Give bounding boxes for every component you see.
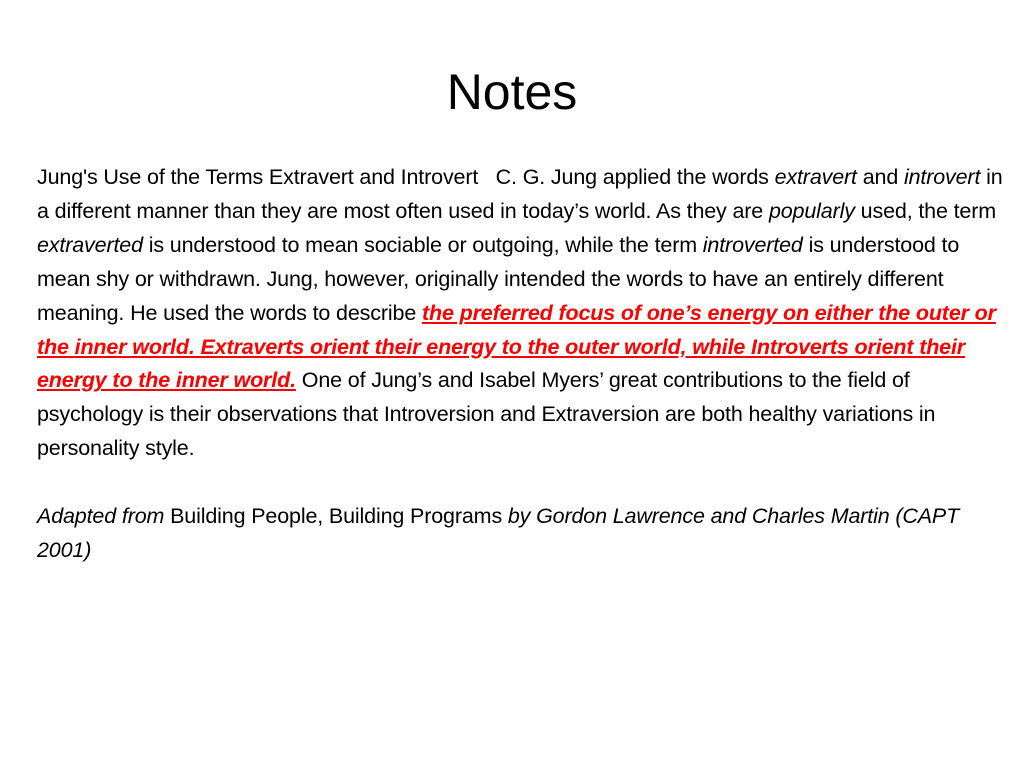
- term-introverted: introverted: [702, 232, 803, 257]
- body-after-popularly: used, the term: [860, 198, 997, 223]
- paragraph-spacer: [37, 466, 1012, 500]
- body-after-introverted: is understood to mean shy or withdrawn. Jung, however, originally intended the words to have an entirely different meaning. He used the words to describe: [37, 232, 960, 325]
- term-popularly: popularly: [768, 198, 855, 223]
- term-extravert: extravert: [774, 165, 857, 189]
- body-and: and: [862, 165, 899, 189]
- citation-book-title: Building People, Building Programs: [170, 504, 503, 529]
- body-heading-run: Jung's Use of the Terms Extravert and Introvert: [37, 165, 479, 189]
- body-intro-run: C. G. Jung applied the words: [495, 165, 769, 189]
- slide-body: [37, 161, 1012, 568]
- slide-title: Notes: [446, 64, 578, 120]
- highlighted-definition: the preferred focus of one’s energy on either the outer or the inner world. Extraverts orient their energy to the outer world, while Introverts orient their energy to the inner world.: [37, 300, 996, 393]
- term-introvert: introvert: [903, 165, 981, 189]
- body-after-highlight: One of Jung’s and Isabel Myers’ great contributions to the field of psychology is their observations that Introversion and Extraversion are both healthy variations in personality style.: [37, 368, 936, 461]
- body-after-words: in a different manner than they are most often used in today’s world. As they are: [37, 165, 1003, 223]
- body-paragraph: [37, 161, 1012, 466]
- citation: [37, 500, 1012, 568]
- body-after-extraverted: is understood to mean sociable or outgoing, while the term: [148, 232, 697, 257]
- term-extraverted: extraverted: [37, 232, 143, 257]
- citation-prefix: Adapted from: [37, 504, 165, 529]
- citation-suffix: by Gordon Lawrence and Charles Martin (CAPT 2001): [37, 504, 960, 562]
